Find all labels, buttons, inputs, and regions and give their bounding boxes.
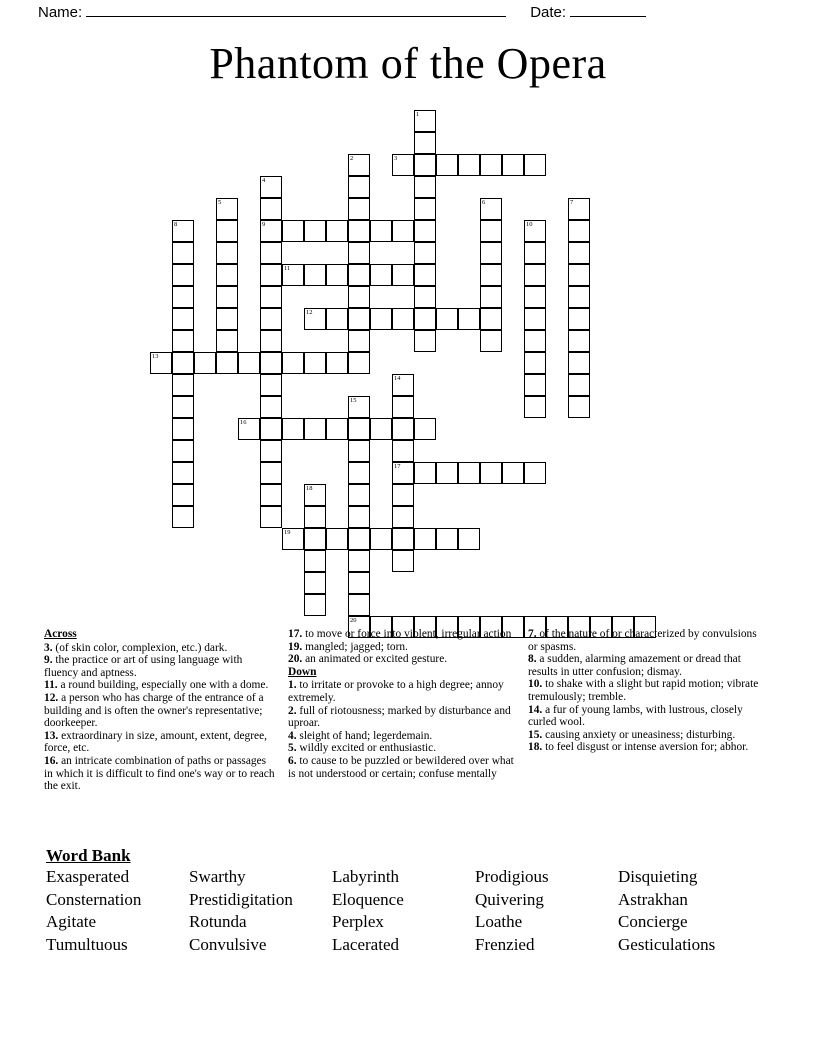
crossword-cell[interactable] xyxy=(370,528,392,550)
crossword-cell[interactable] xyxy=(414,286,436,308)
crossword-cell[interactable] xyxy=(392,484,414,506)
word-bank-item: Lacerated xyxy=(332,934,399,954)
crossword-cell[interactable] xyxy=(568,286,590,308)
crossword-cell[interactable] xyxy=(260,484,282,506)
word-bank-item: Tumultuous xyxy=(46,934,128,954)
crossword-cell[interactable] xyxy=(414,308,436,330)
crossword-cell[interactable] xyxy=(282,418,304,440)
crossword-cell[interactable] xyxy=(326,220,348,242)
date-input-line[interactable] xyxy=(570,5,646,17)
word-bank-item: Convulsive xyxy=(189,934,267,954)
crossword-cell[interactable] xyxy=(172,440,194,462)
crossword-cell[interactable] xyxy=(348,264,370,286)
crossword-cell[interactable] xyxy=(172,418,194,440)
crossword-cell[interactable] xyxy=(304,528,326,550)
clue-text: to cause to be puzzled or bewildered over what is not understood or certain; confuse mentally xyxy=(288,754,514,780)
crossword-cell[interactable] xyxy=(414,264,436,286)
crossword-cell[interactable] xyxy=(414,242,436,264)
word-bank-list xyxy=(46,866,762,956)
cell-number: 4 xyxy=(262,177,266,184)
word-bank-item: Eloquence xyxy=(332,889,404,909)
crossword-cell[interactable] xyxy=(304,572,326,594)
clue-text: a round building, especially one with a dome. xyxy=(57,679,269,692)
crossword-cell[interactable] xyxy=(348,198,370,220)
clue-text: a person who has charge of the entrance of a building and is often the owner's representative; doorkeeper. xyxy=(44,691,264,730)
crossword-cell[interactable] xyxy=(282,352,304,374)
crossword-cell[interactable] xyxy=(392,396,414,418)
crossword-cell[interactable] xyxy=(436,462,458,484)
crossword-cell[interactable] xyxy=(370,264,392,286)
crossword-cell[interactable] xyxy=(260,198,282,220)
crossword-cell[interactable] xyxy=(568,374,590,396)
crossword-cell[interactable] xyxy=(260,308,282,330)
crossword-cell[interactable] xyxy=(348,330,370,352)
crossword-cell-numbered[interactable] xyxy=(216,198,238,220)
crossword-cell[interactable] xyxy=(260,352,282,374)
crossword-cell[interactable] xyxy=(348,242,370,264)
crossword-cell-numbered[interactable] xyxy=(414,110,436,132)
crossword-cell[interactable] xyxy=(392,418,414,440)
page-title: Phantom of the Opera xyxy=(209,39,607,88)
crossword-cell[interactable] xyxy=(392,440,414,462)
clue-number: 6. xyxy=(288,754,297,767)
crossword-cell[interactable] xyxy=(524,396,546,418)
clue-text: the practice or art of using language with fluency and aptness. xyxy=(44,654,243,679)
crossword-cell-numbered[interactable] xyxy=(172,220,194,242)
crossword-cell[interactable] xyxy=(260,242,282,264)
crossword-cell[interactable] xyxy=(260,418,282,440)
crossword-cell[interactable] xyxy=(480,154,502,176)
crossword-cell-numbered[interactable] xyxy=(524,220,546,242)
crossword-cell[interactable] xyxy=(216,242,238,264)
crossword-cell[interactable] xyxy=(502,154,524,176)
crossword-cell[interactable] xyxy=(260,506,282,528)
clue-number: 10. xyxy=(528,678,543,691)
word-bank-heading: Word Bank xyxy=(46,846,131,865)
cell-number: 11 xyxy=(284,265,291,272)
clue-item xyxy=(288,641,516,654)
clue-item xyxy=(288,679,516,704)
crossword-cell[interactable] xyxy=(216,352,238,374)
cell-number: 19 xyxy=(284,529,291,536)
clue-text: to feel disgust or intense aversion for; abhor. xyxy=(542,741,749,754)
cell-number: 6 xyxy=(482,199,486,206)
clue-item xyxy=(44,692,276,730)
crossword-cell[interactable] xyxy=(524,330,546,352)
crossword-cell[interactable] xyxy=(458,528,480,550)
clue-number: 20. xyxy=(288,653,303,666)
name-label: Name: xyxy=(38,4,83,21)
crossword-cell[interactable] xyxy=(436,308,458,330)
crossword-cell[interactable] xyxy=(172,484,194,506)
crossword-cell[interactable] xyxy=(414,220,436,242)
crossword-cell[interactable] xyxy=(172,286,194,308)
crossword-cell-numbered[interactable] xyxy=(392,462,414,484)
cell-number: 12 xyxy=(306,309,313,316)
clue-text: mangled; jagged; torn. xyxy=(302,640,408,653)
word-bank-item: Exasperated xyxy=(46,867,130,886)
clue-item xyxy=(288,742,516,755)
cell-number: 16 xyxy=(240,419,247,426)
word-bank-item: Agitate xyxy=(46,912,97,931)
word-bank-item: Quivering xyxy=(475,889,544,909)
crossword-cell[interactable] xyxy=(172,242,194,264)
clue-number: 13. xyxy=(44,729,59,742)
crossword-cell[interactable] xyxy=(524,462,546,484)
clue-text: to shake with a slight but rapid motion; vibrate tremulously; tremble. xyxy=(528,678,759,703)
cell-number: 15 xyxy=(350,397,357,404)
word-bank-item: Disquieting xyxy=(618,867,698,886)
word-bank-item: Prodigious xyxy=(475,867,549,886)
crossword-cell[interactable] xyxy=(524,286,546,308)
crossword-cell-numbered[interactable] xyxy=(348,154,370,176)
clue-text: extraordinary in size, amount, extent, degree, force, etc. xyxy=(44,729,267,755)
crossword-cell[interactable] xyxy=(304,418,326,440)
clue-number: 14. xyxy=(528,703,543,716)
crossword-cell-numbered[interactable] xyxy=(260,220,282,242)
crossword-cell[interactable] xyxy=(480,220,502,242)
clues-column-1 xyxy=(44,628,288,793)
crossword-cell[interactable] xyxy=(370,220,392,242)
clue-item xyxy=(528,628,764,653)
crossword-cell[interactable] xyxy=(524,264,546,286)
crossword-cell[interactable] xyxy=(260,330,282,352)
cell-number: 10 xyxy=(526,221,533,228)
crossword-cell[interactable] xyxy=(414,154,436,176)
clue-text: to move or force into violent, irregular action xyxy=(302,628,512,640)
crossword-cell[interactable] xyxy=(282,220,304,242)
crossword-cell[interactable] xyxy=(326,264,348,286)
crossword-cell[interactable] xyxy=(172,308,194,330)
crossword-cell[interactable] xyxy=(480,462,502,484)
crossword-cell[interactable] xyxy=(304,352,326,374)
crossword-cell[interactable] xyxy=(414,330,436,352)
crossword-cell[interactable] xyxy=(502,462,524,484)
word-bank-item: Perplex xyxy=(332,912,384,931)
clue-text: to irritate or provoke to a high degree; annoy extremely. xyxy=(288,679,504,704)
crossword-cell[interactable] xyxy=(414,528,436,550)
clue-item xyxy=(44,730,276,755)
crossword-cell[interactable] xyxy=(348,462,370,484)
crossword-cell[interactable] xyxy=(458,308,480,330)
word-bank-item: Concierge xyxy=(618,912,688,931)
crossword-cell[interactable] xyxy=(480,242,502,264)
clue-text: (of skin color, complexion, etc.) dark. xyxy=(52,641,228,654)
crossword-cell[interactable] xyxy=(172,352,194,374)
crossword-cell[interactable] xyxy=(260,440,282,462)
clue-number: 19. xyxy=(288,640,303,653)
crossword-cell-numbered[interactable] xyxy=(282,528,304,550)
crossword-cell[interactable] xyxy=(348,506,370,528)
crossword-cell[interactable] xyxy=(524,374,546,396)
crossword-cell[interactable] xyxy=(348,594,370,616)
cell-number: 8 xyxy=(174,221,178,228)
clue-item xyxy=(288,628,516,641)
crossword-cell[interactable] xyxy=(348,176,370,198)
clue-item xyxy=(288,705,516,730)
clue-text: full of riotousness; marked by disturbance and uproar. xyxy=(288,704,511,730)
clue-item xyxy=(44,755,276,793)
word-bank-item: Loathe xyxy=(475,912,523,931)
crossword-cell[interactable] xyxy=(216,220,238,242)
crossword-cell[interactable] xyxy=(392,308,414,330)
crossword-cell[interactable] xyxy=(568,264,590,286)
clues-column-2 xyxy=(288,628,528,793)
crossword-cell-numbered[interactable] xyxy=(480,198,502,220)
crossword-cell[interactable] xyxy=(348,308,370,330)
crossword-cell[interactable] xyxy=(216,308,238,330)
crossword-cell-numbered[interactable] xyxy=(392,154,414,176)
crossword-cell-numbered[interactable] xyxy=(348,396,370,418)
crossword-cell-numbered[interactable] xyxy=(238,418,260,440)
crossword-cell[interactable] xyxy=(480,308,502,330)
crossword-cell-numbered[interactable] xyxy=(150,352,172,374)
word-bank-item: Astrakhan xyxy=(618,889,688,909)
cell-number: 18 xyxy=(306,485,313,492)
clue-number: 15. xyxy=(528,728,543,741)
crossword-cell-numbered[interactable] xyxy=(282,264,304,286)
crossword-cell[interactable] xyxy=(568,242,590,264)
word-bank-item: Labyrinth xyxy=(332,867,400,886)
cell-number: 9 xyxy=(262,221,266,228)
crossword-cell-numbered[interactable] xyxy=(260,176,282,198)
crossword-cell[interactable] xyxy=(172,264,194,286)
crossword-cell[interactable] xyxy=(568,330,590,352)
crossword-cell[interactable] xyxy=(392,550,414,572)
across-heading: Across xyxy=(44,628,77,640)
crossword-cell[interactable] xyxy=(524,154,546,176)
date-label: Date: xyxy=(530,4,567,21)
crossword-cell[interactable] xyxy=(304,550,326,572)
crossword-cell[interactable] xyxy=(216,330,238,352)
crossword-cell[interactable] xyxy=(414,132,436,154)
clue-text: causing anxiety or uneasiness; disturbing. xyxy=(542,728,736,741)
crossword-cell[interactable] xyxy=(480,330,502,352)
crossword-cell[interactable] xyxy=(414,462,436,484)
crossword-cell[interactable] xyxy=(568,396,590,418)
clue-item xyxy=(44,654,276,679)
crossword-cell[interactable] xyxy=(348,352,370,374)
cell-number: 1 xyxy=(416,111,420,118)
crossword-cell[interactable] xyxy=(348,550,370,572)
crossword-cell[interactable] xyxy=(326,418,348,440)
crossword-cell[interactable] xyxy=(238,352,260,374)
crossword-cell[interactable] xyxy=(524,308,546,330)
cell-number: 13 xyxy=(152,353,159,360)
clue-number: 4. xyxy=(288,729,297,742)
clue-item xyxy=(528,653,764,678)
crossword-cell[interactable] xyxy=(348,440,370,462)
crossword-cell[interactable] xyxy=(172,396,194,418)
clue-number: 8. xyxy=(528,653,537,666)
crossword-cell[interactable] xyxy=(480,264,502,286)
crossword-cell[interactable] xyxy=(480,286,502,308)
crossword-cell-numbered[interactable] xyxy=(568,198,590,220)
crossword-cell[interactable] xyxy=(524,352,546,374)
crossword-cell[interactable] xyxy=(348,286,370,308)
crossword-cell[interactable] xyxy=(458,462,480,484)
clue-number: 3. xyxy=(44,641,53,654)
clue-number: 2. xyxy=(288,704,297,717)
worksheet-header xyxy=(0,0,816,28)
clue-number: 7. xyxy=(528,628,537,640)
clue-text: an intricate combination of paths or passages in which it is difficult to find one's way or to reach the exit. xyxy=(44,754,275,793)
crossword-cell[interactable] xyxy=(172,462,194,484)
crossword-cell[interactable] xyxy=(172,374,194,396)
down-heading: Down xyxy=(288,665,317,678)
cell-number: 5 xyxy=(218,199,222,206)
crossword-cell[interactable] xyxy=(260,374,282,396)
crossword-cell[interactable] xyxy=(172,506,194,528)
word-bank-item: Prestidigitation xyxy=(189,889,293,909)
clues-section xyxy=(44,628,776,793)
crossword-cell[interactable] xyxy=(436,154,458,176)
crossword-cell[interactable] xyxy=(216,264,238,286)
cell-number: 17 xyxy=(394,463,401,470)
crossword-cell[interactable] xyxy=(348,220,370,242)
clue-item xyxy=(288,730,516,743)
clue-number: 1. xyxy=(288,679,297,692)
cell-number: 7 xyxy=(570,199,574,206)
clue-number: 9. xyxy=(44,654,53,667)
crossword-cell[interactable] xyxy=(304,594,326,616)
crossword-cell[interactable] xyxy=(348,528,370,550)
crossword-cell[interactable] xyxy=(194,352,216,374)
word-bank-item: Frenzied xyxy=(475,934,535,954)
clue-item xyxy=(528,741,764,754)
clue-item xyxy=(44,642,276,655)
cell-number: 2 xyxy=(350,155,354,162)
clue-number: 12. xyxy=(44,691,59,704)
crossword-cell[interactable] xyxy=(326,528,348,550)
crossword-cell[interactable] xyxy=(348,572,370,594)
name-input-line[interactable] xyxy=(86,5,506,17)
crossword-cell[interactable] xyxy=(392,506,414,528)
clue-number: 16. xyxy=(44,754,59,767)
crossword-cell[interactable] xyxy=(326,308,348,330)
crossword-cell[interactable] xyxy=(216,286,238,308)
clue-item xyxy=(288,653,516,666)
crossword-cell[interactable] xyxy=(524,242,546,264)
clue-text: wildly excited or enthusiastic. xyxy=(296,742,437,755)
clue-text: a sudden, alarming amazement or dread that results in utter confusion; dismay. xyxy=(528,653,741,678)
clues-column-3 xyxy=(528,628,776,793)
crossword-cell[interactable] xyxy=(260,462,282,484)
crossword-cell-numbered[interactable] xyxy=(304,308,326,330)
crossword-cell-numbered[interactable] xyxy=(392,374,414,396)
crossword-cell[interactable] xyxy=(260,264,282,286)
crossword-cell[interactable] xyxy=(304,220,326,242)
crossword-cell[interactable] xyxy=(304,506,326,528)
clue-number: 11. xyxy=(44,679,58,692)
crossword-cell[interactable] xyxy=(414,418,436,440)
crossword-cell[interactable] xyxy=(392,528,414,550)
crossword-cell[interactable] xyxy=(348,418,370,440)
crossword-cell[interactable] xyxy=(414,176,436,198)
clue-item xyxy=(288,755,516,780)
crossword-cell-numbered[interactable] xyxy=(304,484,326,506)
word-bank-item: Gesticulations xyxy=(618,934,716,954)
crossword-cell[interactable] xyxy=(260,396,282,418)
clue-item xyxy=(528,729,764,742)
clue-item xyxy=(528,678,764,703)
cell-number: 3 xyxy=(394,155,398,162)
crossword-cell[interactable] xyxy=(370,418,392,440)
clue-text: of the nature of or characterized by convulsions or spasms. xyxy=(528,628,757,653)
clue-text: a fur of young lambs, with lustrous, closely curled wool. xyxy=(528,703,743,729)
clue-item xyxy=(44,679,276,692)
word-bank-item: Swarthy xyxy=(189,867,246,886)
clue-number: 17. xyxy=(288,628,303,640)
crossword-cell[interactable] xyxy=(392,220,414,242)
cell-number: 20 xyxy=(350,617,357,624)
cell-number: 14 xyxy=(394,375,401,382)
crossword-cell[interactable] xyxy=(458,154,480,176)
clue-number: 5. xyxy=(288,742,297,755)
crossword-grid[interactable] xyxy=(150,110,680,630)
clue-text: an animated or excited gesture. xyxy=(302,653,448,666)
crossword-cell[interactable] xyxy=(392,264,414,286)
crossword-cell[interactable] xyxy=(304,264,326,286)
crossword-cell[interactable] xyxy=(568,308,590,330)
crossword-cell[interactable] xyxy=(326,352,348,374)
crossword-cell[interactable] xyxy=(348,484,370,506)
word-bank-item: Consternation xyxy=(46,889,142,909)
crossword-cell[interactable] xyxy=(436,528,458,550)
clue-number: 18. xyxy=(528,741,543,754)
clue-text: sleight of hand; legerdemain. xyxy=(296,729,433,742)
crossword-cell[interactable] xyxy=(414,198,436,220)
crossword-cell[interactable] xyxy=(568,220,590,242)
crossword-cell[interactable] xyxy=(260,286,282,308)
word-bank-item: Rotunda xyxy=(189,912,247,931)
crossword-cell[interactable] xyxy=(568,352,590,374)
clue-item xyxy=(528,704,764,729)
crossword-cell[interactable] xyxy=(370,308,392,330)
crossword-cell[interactable] xyxy=(172,330,194,352)
